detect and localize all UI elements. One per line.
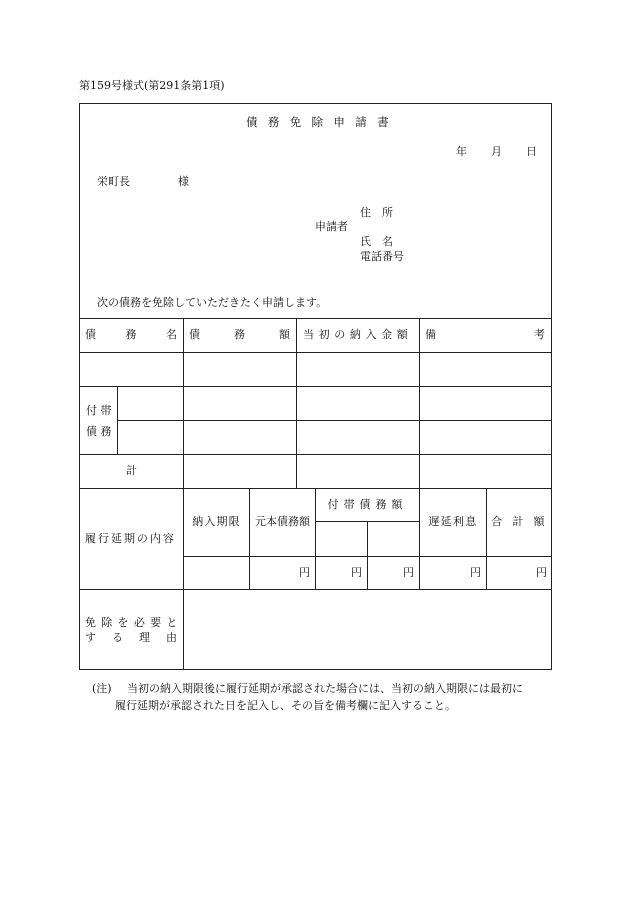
applicant-address-label: 住 所 — [360, 206, 393, 219]
date-year-label: 年 — [456, 145, 467, 158]
addressee: 栄町長 — [97, 175, 130, 188]
header-remarks: 備 考 — [425, 328, 545, 341]
date-month-label: 月 — [491, 145, 502, 158]
extension-incidental-header: 付帯債務額 — [327, 498, 408, 511]
extension-bottom-rule — [79, 589, 552, 590]
yen-principal: 円 — [299, 566, 310, 579]
yen-incidental-1: 円 — [351, 566, 362, 579]
extension-due-date-header: 納入期限 — [192, 515, 241, 528]
applicant-label: 申請者 — [315, 220, 348, 233]
applicant-phone-label: 電話番号 — [360, 250, 404, 263]
incidental-label-line2: 債 務 — [86, 425, 112, 438]
extension-interest-header: 遅延利息 — [428, 515, 478, 528]
addressee-honorific: 様 — [178, 175, 189, 188]
header-original-payment: 当初の納入金額 — [303, 328, 413, 341]
header-debt-name: 債 務 名 — [85, 328, 177, 341]
reason-label-line1: 免除を必要と — [85, 616, 183, 629]
col-divider-1 — [183, 318, 184, 669]
date-day-label: 日 — [526, 145, 537, 158]
reason-label-line2: す る 理 由 — [85, 631, 177, 644]
incidental-label-divider — [117, 386, 118, 454]
table-top-rule — [79, 318, 552, 319]
header-row-rule — [79, 352, 552, 353]
col-divider-2 — [296, 318, 297, 488]
request-statement: 次の債務を免除していただきたく申請します。 — [97, 296, 328, 309]
incidental-label-line1: 付 帯 — [86, 404, 112, 417]
note-label: (注) — [92, 682, 112, 695]
yen-incidental-2: 円 — [403, 566, 414, 579]
applicant-name-label: 氏 名 — [360, 235, 393, 248]
yen-sum: 円 — [536, 566, 547, 579]
extension-sum-header: 合 計 額 — [491, 515, 548, 528]
extension-label: 履行延期の内容 — [85, 532, 176, 545]
note-line2: 履行延期が承認された日を記入し、その旨を備考欄に記入すること。 — [115, 699, 456, 712]
note-line1: 当初の納入期限後に履行延期が承認された場合には、当初の納入期限には最初に — [127, 682, 523, 695]
col-divider-incidental-split — [367, 521, 368, 589]
total-label: 計 — [126, 464, 137, 477]
form-title: 債務免除申請書 — [246, 115, 399, 129]
extension-principal-header: 元本債務額 — [255, 515, 310, 528]
yen-interest: 円 — [470, 566, 481, 579]
col-divider-3 — [419, 318, 420, 589]
debt-row-rule — [79, 386, 552, 387]
incidental-bottom-rule — [79, 454, 552, 455]
form-number: 第159号様式(第291条第1項) — [79, 79, 225, 92]
header-debt-amount: 債 務 額 — [189, 328, 290, 341]
